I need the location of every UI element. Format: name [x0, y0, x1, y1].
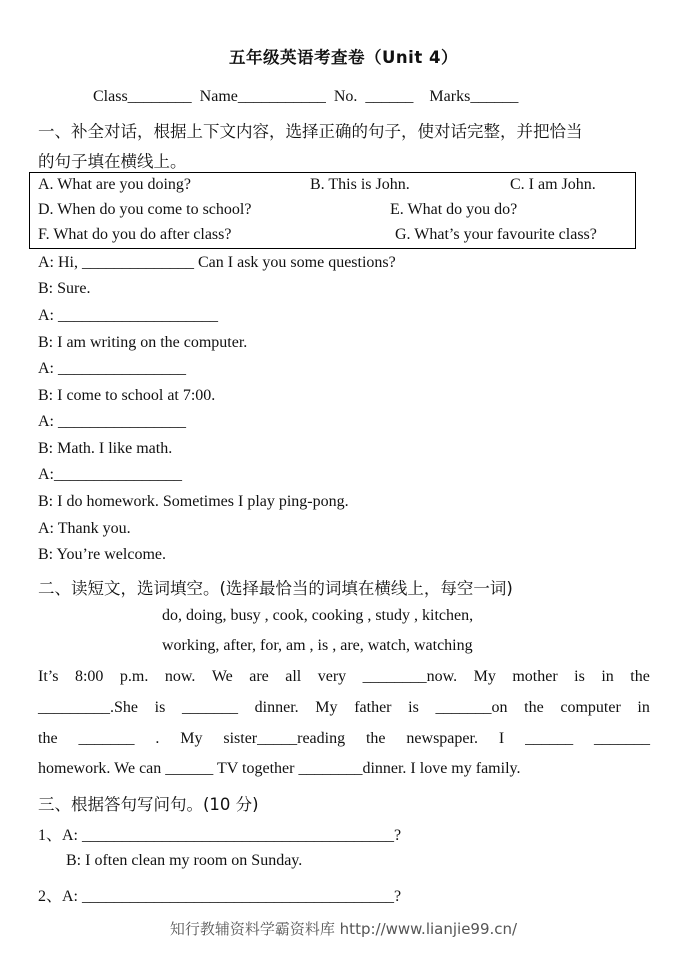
- passage-word: p.m.: [119, 668, 149, 685]
- passage-word: My: [180, 730, 203, 747]
- passage-word: is: [154, 699, 166, 716]
- passage-word: My: [473, 668, 496, 685]
- passage-word: very: [317, 668, 347, 685]
- option-e: E. What do you do?: [390, 201, 518, 218]
- passage-line1: [38, 668, 650, 686]
- question-1: 1、A: _______________________________________?: [38, 827, 402, 844]
- dialogue-line: B: You’re welcome.: [38, 546, 166, 563]
- page-title: 五年级英语考查卷（Unit 4）: [229, 48, 458, 67]
- section1-heading-line1: 一、补全对话，根据上下文内容，选择正确的句子，使对话完整，并把恰当: [38, 122, 583, 141]
- word-bank-line2: working, after, for, am , is , are, watch, watching: [162, 637, 473, 654]
- option-c: C. I am John.: [510, 176, 596, 193]
- passage-word: the: [38, 730, 58, 747]
- passage-word: is: [574, 668, 585, 685]
- word-bank-line1: do, doing, busy , cook, cooking , study , kitchen,: [162, 607, 474, 624]
- passage-word: _______: [593, 730, 650, 747]
- passage-word: father: [354, 699, 392, 716]
- option-g: G. What’s your favourite class?: [395, 226, 597, 243]
- passage-word: computer: [560, 699, 621, 716]
- section3-heading: 三、根据答句写问句。(10 分): [38, 795, 259, 814]
- dialogue-line: A: ________________: [38, 360, 186, 377]
- footer-watermark: 知行教辅资料学霸资料库 http://www.lianjie99.cn/: [169, 920, 518, 938]
- passage-word: mother: [512, 668, 558, 685]
- passage-line3: [38, 730, 650, 748]
- passage-word: in: [637, 699, 650, 716]
- answer-1: B: I often clean my room on Sunday.: [66, 852, 303, 869]
- passage-word: dinner.: [254, 699, 299, 716]
- passage-word: ______: [525, 730, 574, 747]
- passage-word: the: [365, 730, 386, 747]
- passage-word: 8:00: [74, 668, 104, 685]
- student-info-line: Class________ Name___________ No. ______ Marks______: [93, 88, 519, 105]
- passage-word: in: [601, 668, 614, 685]
- passage-word: sister_____reading: [223, 730, 346, 747]
- dialogue-line: A:________________: [38, 466, 182, 483]
- passage-word: We: [211, 668, 233, 685]
- passage-line2: [38, 699, 650, 717]
- passage-word: ________now.: [362, 668, 458, 685]
- passage-word: My: [315, 699, 338, 716]
- dialogue-line: A: Thank you.: [38, 520, 131, 537]
- passage-line4: homework. We can ______ TV together ________dinner. I love my family.: [38, 760, 521, 777]
- passage-word: _______: [181, 699, 238, 716]
- passage-word: are: [249, 668, 269, 685]
- section1-heading-line2: 的句子填在横线上。: [38, 152, 187, 171]
- dialogue-line: B: I come to school at 7:00.: [38, 387, 216, 404]
- passage-word: .: [155, 730, 160, 747]
- dialogue-line: A: Hi, ______________ Can I ask you some questions?: [38, 254, 396, 271]
- passage-word: the: [630, 668, 650, 685]
- question-2: 2、A: _______________________________________?: [38, 888, 402, 905]
- option-b: B. This is John.: [310, 176, 410, 193]
- section2-heading: 二、读短文，选词填空。(选择最恰当的词填在横线上，每空一词): [38, 579, 513, 598]
- passage-word: It’s: [38, 668, 59, 685]
- dialogue-line: A: ____________________: [38, 307, 218, 324]
- dialogue-line: B: I do homework. Sometimes I play ping-pong.: [38, 493, 349, 510]
- passage-word: _______on: [435, 699, 508, 716]
- passage-word: the: [524, 699, 544, 716]
- passage-word: _________.She: [38, 699, 138, 716]
- passage-word: I: [498, 730, 505, 747]
- dialogue-line: B: Sure.: [38, 280, 91, 297]
- option-a: A. What are you doing?: [38, 176, 191, 193]
- option-f: F. What do you do after class?: [38, 226, 232, 243]
- dialogue-line: A: ________________: [38, 413, 186, 430]
- passage-word: _______: [78, 730, 135, 747]
- passage-word: all: [285, 668, 302, 685]
- passage-word: is: [408, 699, 419, 716]
- passage-word: newspaper.: [406, 730, 478, 747]
- dialogue-line: B: I am writing on the computer.: [38, 334, 248, 351]
- passage-word: now.: [164, 668, 196, 685]
- dialogue-line: B: Math. I like math.: [38, 440, 173, 457]
- option-d: D. When do you come to school?: [38, 201, 252, 218]
